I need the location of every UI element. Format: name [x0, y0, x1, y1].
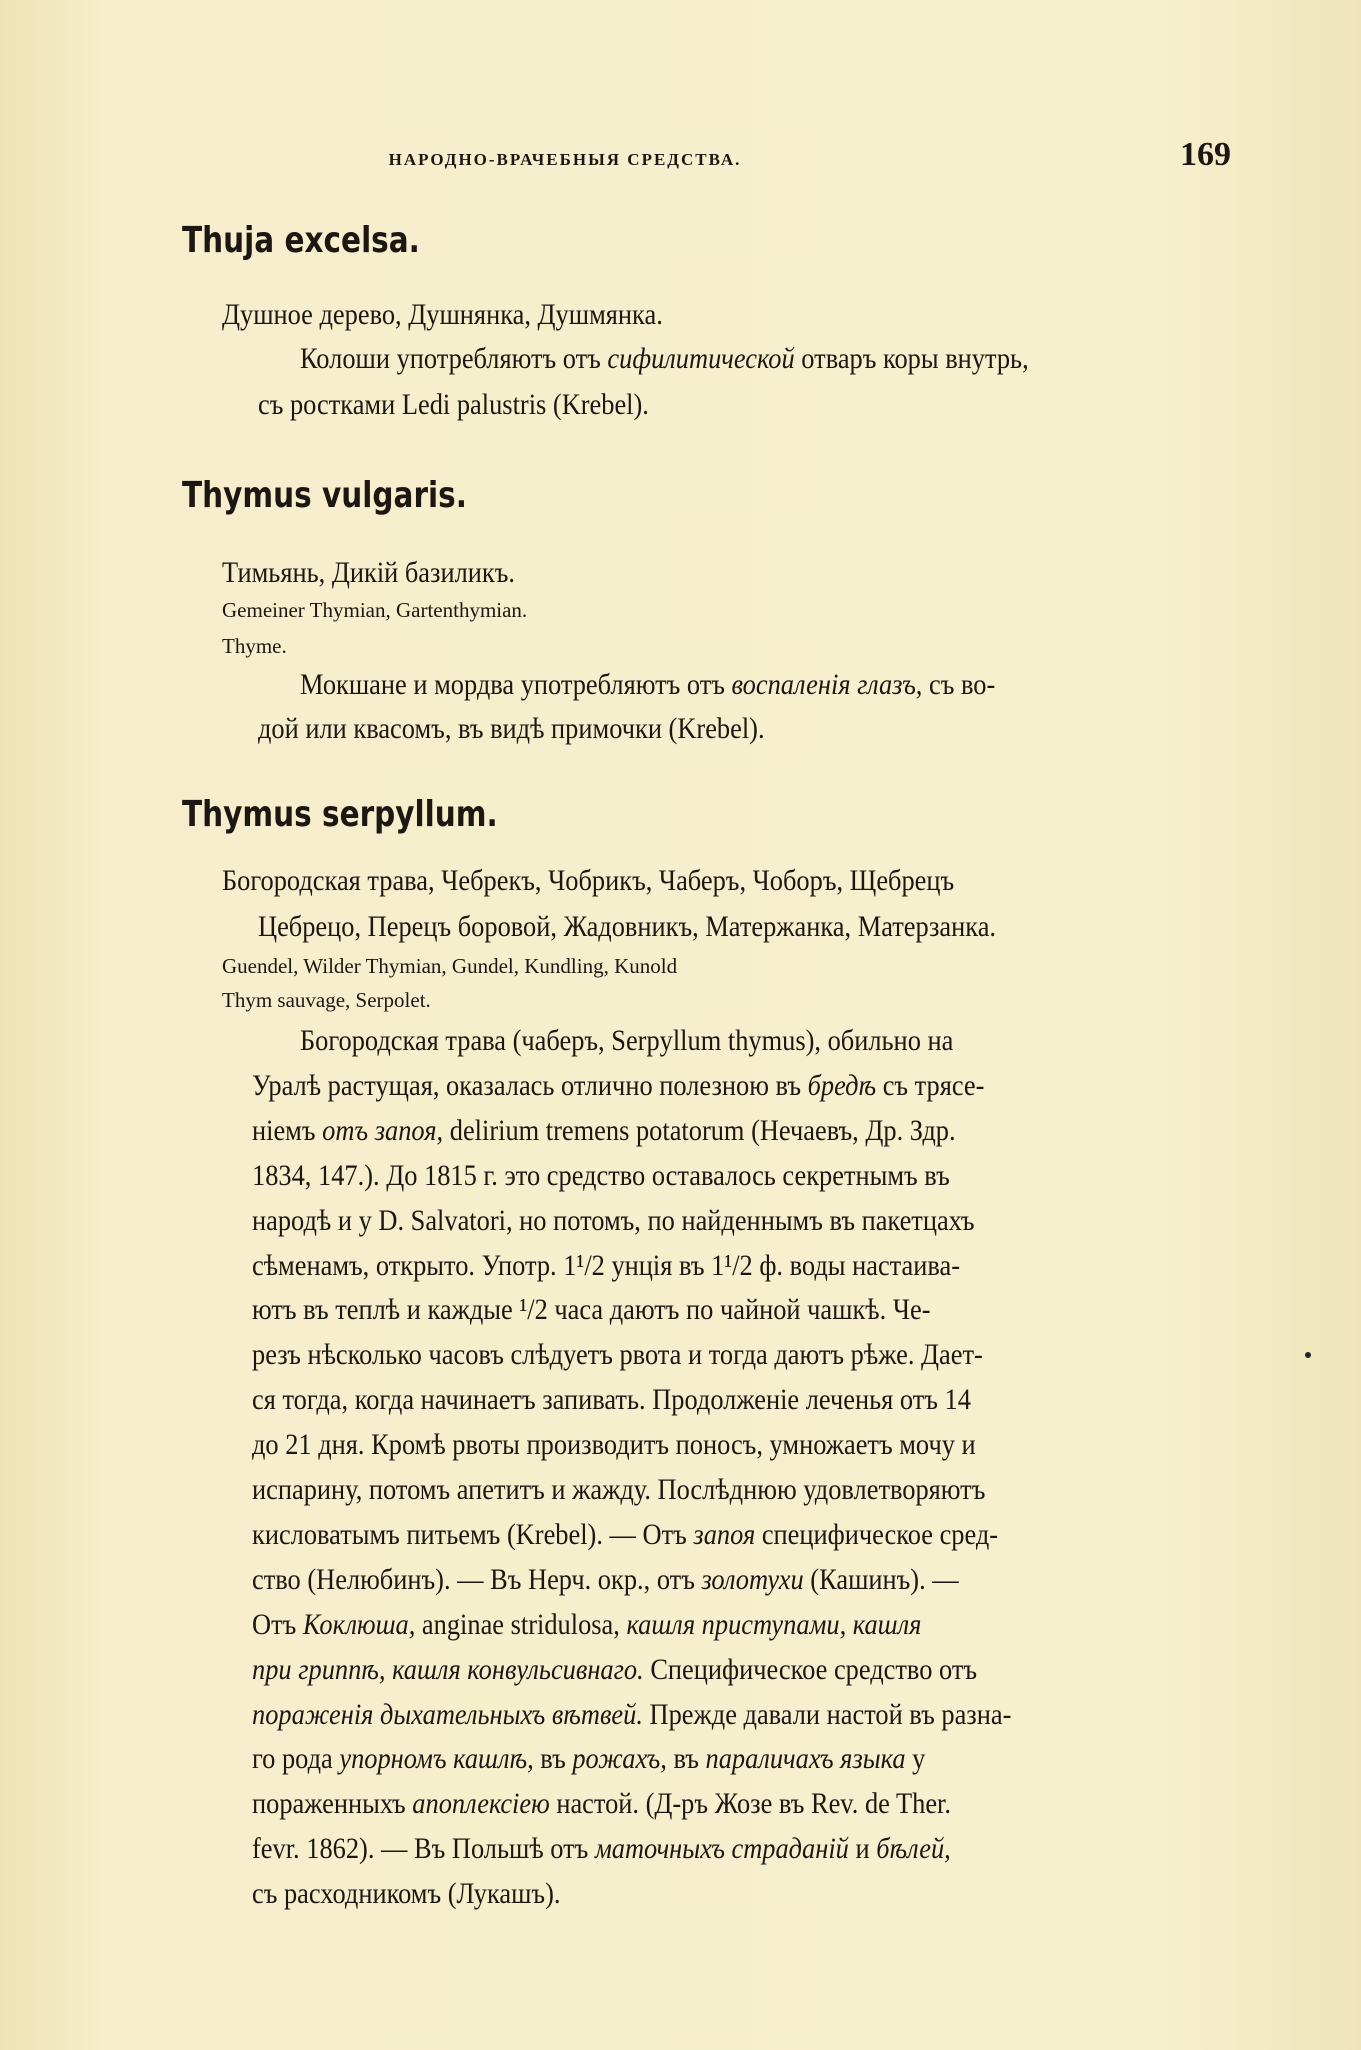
entry-text-line: го рода упорномъ кашлѣ, въ рожахъ, въ параличахъ языка у: [252, 1742, 926, 1775]
entry-text-line: народѣ и у D. Salvatori, но потомъ, по найденнымъ въ пакетцахъ: [252, 1204, 975, 1237]
entry-text-line: fevr. 1862). — Въ Польшѣ отъ маточныхъ страданій и бѣлей,: [252, 1832, 951, 1865]
entry-text-line: Богородская трава (чаберъ, Serpyllum thymus), обильно на: [300, 1024, 954, 1057]
entry-names-ru: Богородская трава, Чебрекъ, Чобрикъ, Чаберъ, Чоборъ, Щебрецъ: [222, 864, 955, 897]
entry-title: Thymus serpyllum.: [182, 794, 498, 835]
entry-text-line: Колоши употребляютъ отъ сифилитической отваръ коры внутрь,: [300, 342, 1029, 375]
entry-text-line: испарину, потомъ апетитъ и жажду. Послѣднюю удовлетворяютъ: [252, 1473, 986, 1506]
entry-text-line: пораженія дыхательныхъ вѣтвей. Прежде давали настой въ разна-: [252, 1698, 1012, 1731]
ink-speck: [1305, 1352, 1311, 1358]
entry-text-line: резъ нѣсколько часовъ слѣдуетъ рвота и тогда даютъ рѣже. Дает-: [252, 1338, 983, 1371]
entry-text-line: пораженныхъ апоплексіею настой. (Д-ръ Жозе въ Rev. de Ther.: [252, 1787, 951, 1820]
entry-text-line: Отъ Коклюша, anginae stridulosa, кашля приступами, кашля: [252, 1608, 922, 1641]
entry-text-line: ство (Нелюбинъ). — Въ Нерч. окр., отъ золотухи (Кашинъ). —: [252, 1563, 959, 1596]
entry-text-line: дой или квасомъ, въ видѣ примочки (Krebel).: [258, 712, 765, 745]
entry-text-line: съ расходникомъ (Лукашъ).: [252, 1877, 561, 1910]
entry-text-line: Уралѣ растущая, оказалась отлично полезною въ бредѣ съ трясе-: [252, 1069, 985, 1102]
entry-names-ru: Цебрецо, Перецъ боровой, Жадовникъ, Матержанка, Матерзанка.: [258, 910, 997, 943]
entry-names-ru: Душное дерево, Душнянка, Душмянка.: [222, 298, 663, 331]
entry-text-line: ютъ въ теплѣ и каждые ¹/2 часа даютъ по чайной чашкѣ. Че-: [252, 1293, 931, 1326]
entry-names-de: Gemeiner Thymian, Gartenthymian.: [222, 598, 528, 622]
entry-text-line: Мокшане и мордва употребляютъ отъ воспаленія глазъ, съ во-: [300, 668, 996, 701]
entry-text-line: до 21 дня. Кромѣ рвоты производитъ поносъ, умножаетъ мочу и: [252, 1428, 976, 1461]
entry-title: Thuja excelsa.: [182, 220, 420, 261]
entry-text-line: ся тогда, когда начинаетъ запивать. Продолженіе леченья отъ 14: [252, 1383, 971, 1416]
entry-text-line: 1834, 147.). До 1815 г. это средство оставалось секретнымъ въ: [252, 1159, 950, 1192]
entry-text-line: кисловатымъ питьемъ (Krebel). — Отъ запоя специфическое сред-: [252, 1518, 999, 1551]
running-head: НАРОДНО-ВРАЧЕБНЫЯ СРЕДСТВА.: [388, 150, 742, 169]
entry-names-ru: Тимьянь, Дикій базиликъ.: [222, 556, 515, 589]
entry-names-de: Guendel, Wilder Thymian, Gundel, Kundling, Kunold: [222, 954, 678, 978]
entry-text-line: ніемъ отъ запоя, delirium tremens potatorum (Нечаевъ, Др. Здр.: [252, 1114, 956, 1147]
entry-text-line: съ ростками Ledi palustris (Krebel).: [258, 388, 649, 421]
entry-names-fr: Thyme.: [222, 634, 287, 658]
page-number: 169: [1180, 136, 1231, 173]
entry-names-fr: Thym sauvage, Serpolet.: [222, 988, 431, 1012]
entry-text-line: при гриппѣ, кашля конвульсивнаго. Специфическое средство отъ: [252, 1653, 978, 1686]
entry-text-line: сѣменамъ, открыто. Употр. 1¹/2 унція въ 1¹/2 ф. воды настаива-: [252, 1249, 961, 1282]
entry-title: Thymus vulgaris.: [182, 475, 467, 516]
